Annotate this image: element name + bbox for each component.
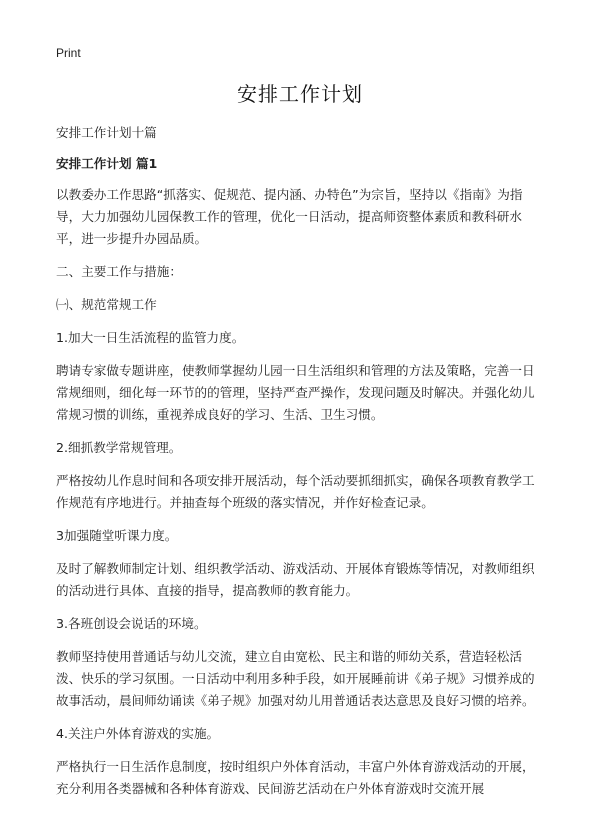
item-heading-2: 2.细抓教学常规管理。: [56, 440, 182, 455]
paragraph-item-1: 聘请专家做专题讲座，使教师掌握幼儿园一日生活组织和管理的方法及策略，完善一日常规细则，细化每一环节的的管理，坚持严查严操作，发现问题及时解决。并强化幼儿常规习惯的训练，重视养成良好的学习、生活、卫生习惯。: [56, 363, 535, 422]
paragraph-item-4: 严格执行一日生活作息制度，按时组织户外体育活动，丰富户外体育游戏活动的开展，充分利用各类器械和各种体育游戏、民间游艺活动在户外体育游戏时交流开展: [56, 759, 535, 796]
item-heading-3a: 3加强随堂听课力度。: [56, 528, 178, 543]
document-subtitle: 安排工作计划十篇: [56, 125, 157, 140]
paragraph-item-3a: 及时了解教师制定计划、组织教学活动、游戏活动、开展体育锻炼等情况，对教师组织的活动进行具体、直接的指导，提高教师的教育能力。: [56, 561, 535, 598]
print-link[interactable]: Print: [56, 46, 81, 60]
paragraph-item-2: 严格按幼儿作息时间和各项安排开展活动，每个活动要抓细抓实，确保各项教育教学工作规范有序地进行。并抽查每个班级的落实情况，并作好检查记录。: [56, 473, 535, 510]
document-body: [56, 122, 546, 800]
item-heading-4: 4.关注户外体育游戏的实施。: [56, 726, 220, 741]
paragraph-item-3b: 教师坚持使用普通话与幼儿交流，建立自由宽松、民主和谐的师幼关系，营造轻松活泼、快乐的学习氛围。一日活动中利用多种手段，如开展睡前讲《弟子规》习惯养成的故事活动，晨间师幼诵读《弟子规》加强对幼儿用普通话表达意思及良好习惯的培养。: [56, 649, 535, 708]
heading-routine-work: ㈠、规范常规工作: [56, 297, 157, 312]
item-heading-3b: 3.各班创设会说话的环境。: [56, 616, 207, 631]
heading-main-work: 二、主要工作与措施：: [56, 264, 182, 279]
page-title: 安排工作计划: [237, 82, 363, 106]
item-heading-1: 1.加大一日生活流程的监管力度。: [56, 330, 245, 345]
paragraph-intro: 以教委办工作思路“抓落实、促规范、提内涵、办特色”为宗旨，坚持以《指南》为指导，大力加强幼儿园保教工作的管理，优化一日活动，提高师资整体素质和教科研水平，进一步提升办园品质。: [56, 187, 523, 246]
section-heading: 安排工作计划 篇1: [56, 156, 158, 171]
